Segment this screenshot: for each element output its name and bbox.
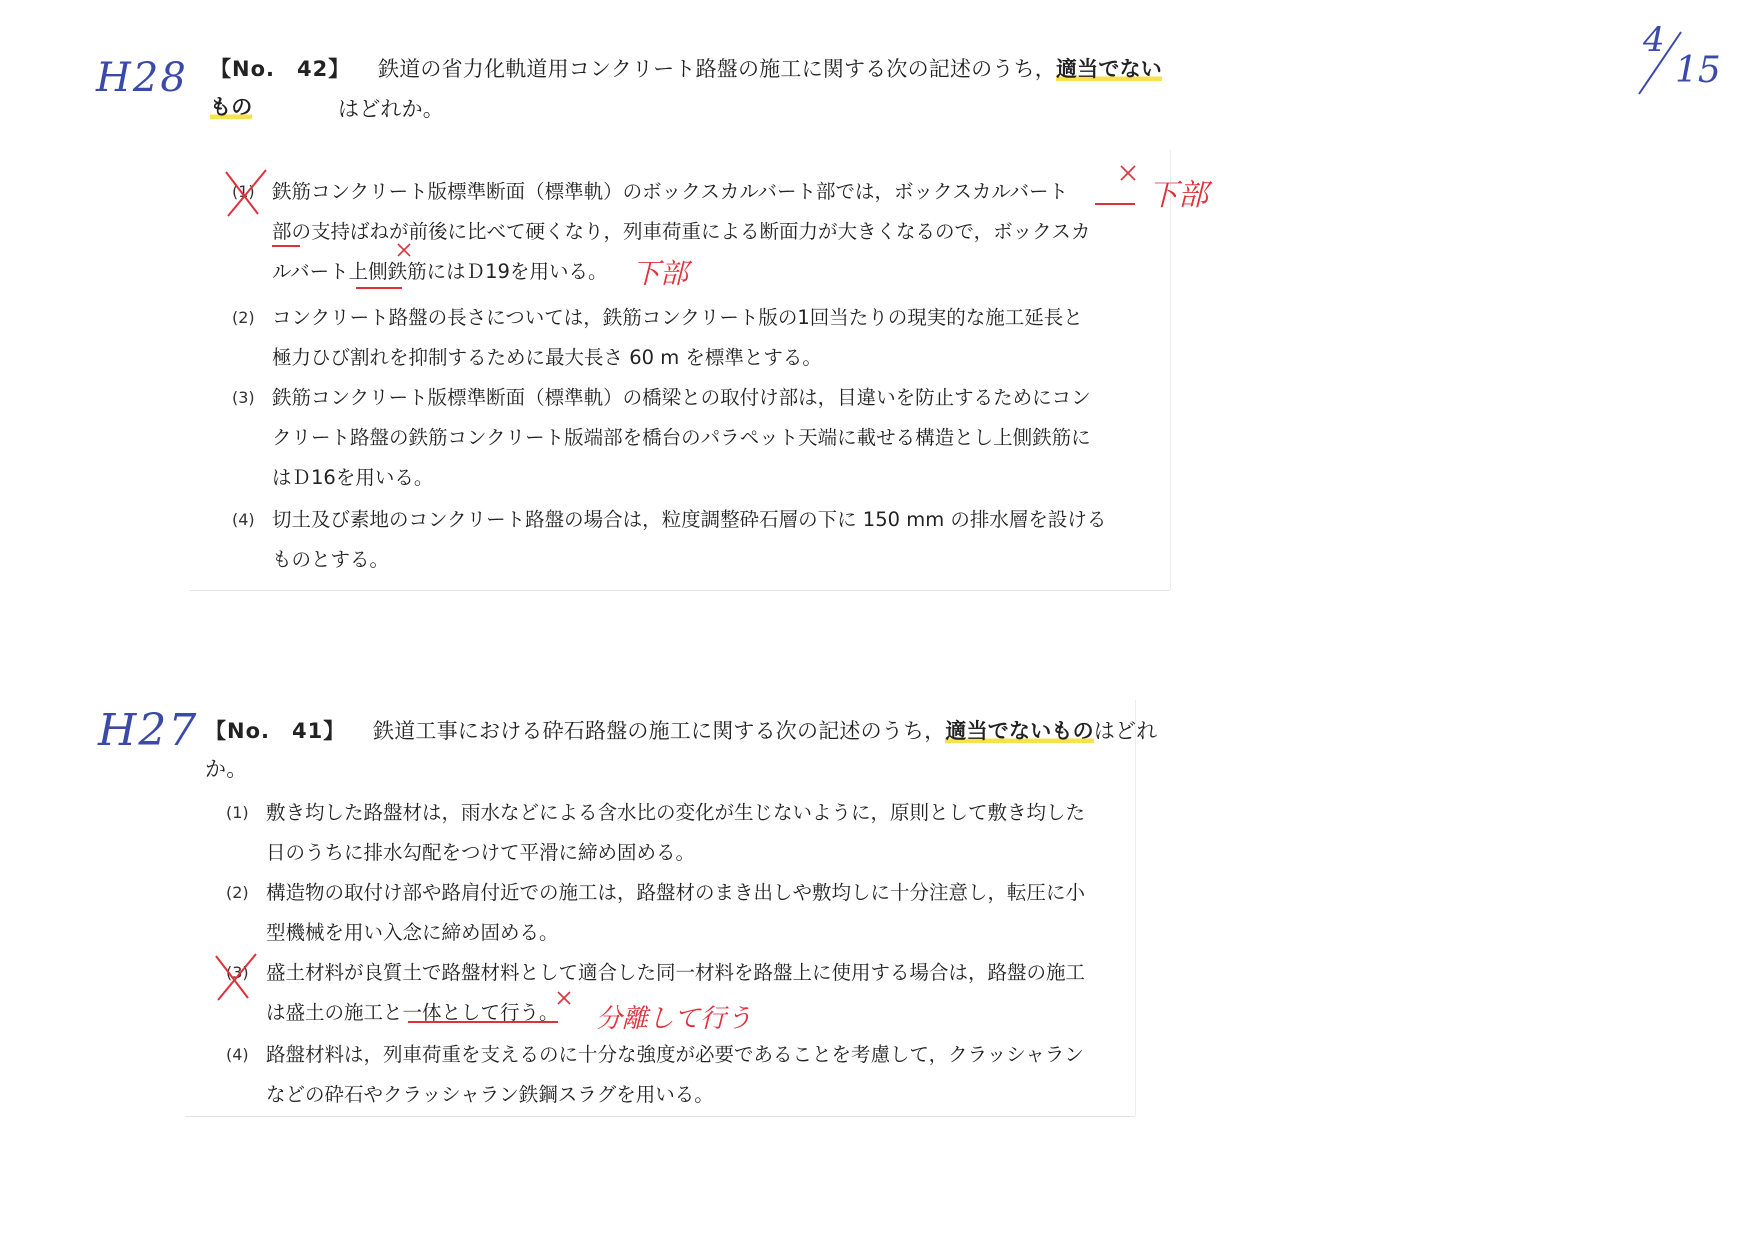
stem-highlight: 適当でないもの (945, 719, 1094, 743)
choice-line: 部の支持ばねが前後に比べて硬くなり，列車荷重による断面力が大きくなるので，ボックスカ (272, 220, 1091, 243)
choice-line: コンクリート路盤の長さについては，鉄筋コンクリート版の1回当たりの現実的な施工延長と (272, 306, 1083, 329)
question-41-header (205, 712, 1165, 788)
choice-line: 極力ひび割れを抑制するために最大長さ 60 m を標準とする。 (272, 346, 822, 369)
correction-note: 下部 (1148, 178, 1208, 213)
choice-line: 日のうちに排水勾配をつけて平滑に締め固める。 (266, 841, 696, 864)
choice-line: 型機械を用い入念に締め固める。 (266, 921, 559, 944)
choice-number: (4) (226, 1045, 249, 1064)
year-label-h28: H28 (96, 55, 188, 101)
choice-line: などの砕石やクラッシャラン鉄鋼スラグを用いる。 (266, 1083, 714, 1106)
question-stem: 鉄道工事における砕石路盤の施工に関する次の記述のうち， (373, 719, 946, 743)
choice-line: 切土及び素地のコンクリート路盤の場合は，粒度調整砕石層の下に 150 mm の排水層を設ける (272, 508, 1107, 531)
choice-line: 鉄筋コンクリート版標準断面（標準軌）の橋梁との取付け部は，目違いを防止するためにコン (272, 386, 1091, 409)
page-counter (1625, 20, 1735, 100)
choice-line: 構造物の取付け部や路肩付近での施工は，路盤材のまき出しや敷均しに十分注意し，転圧に小 (266, 881, 1086, 904)
question-stem-end: はどれか。 (205, 719, 1158, 781)
choice-line: 盛土材料が良質土で路盤材料として適合した同一材料を路盤上に使用する場合は，路盤の施工 (266, 961, 1086, 984)
choice-number: (1) (226, 803, 249, 822)
correction-note: 下部 (632, 257, 689, 290)
choice-line: は盛土の施工と一体として行う。 (266, 1001, 559, 1024)
question-42-header-cont (338, 90, 444, 128)
question-stem: 鉄道の省力化軌道用コンクリート路盤の施工に関する次の記述のうち， (378, 57, 1056, 81)
divider (185, 1116, 1135, 1117)
choice-number: (2) (232, 308, 255, 327)
question-number: 【No. 42】 (210, 57, 351, 81)
wrong-mark-icon (212, 952, 262, 1002)
question-number: 【No. 41】 (205, 719, 346, 743)
choice-number: (3) (226, 963, 249, 982)
choice-number: (3) (232, 388, 255, 407)
choice-number: (2) (226, 883, 249, 902)
divider (190, 590, 1170, 591)
choice-line: ものとする。 (272, 548, 390, 571)
choice-number: (4) (232, 510, 255, 529)
year-label-h27: H27 (98, 705, 199, 756)
choice-line: はＤ16を用いる。 (272, 466, 434, 489)
page-counter-numerator: 4 (1643, 20, 1665, 60)
choice-line: ルバート上側鉄筋にはＤ19を用いる。 (272, 260, 608, 283)
choice-line: 路盤材料は，列車荷重を支えるのに十分な強度が必要であることを考慮して，クラッシャラン (266, 1043, 1084, 1066)
correction-note: 分離して行う (596, 1004, 753, 1034)
correction-underline (272, 240, 332, 260)
correction-underline (352, 242, 472, 302)
choice-line: クリート路盤の鉄筋コンクリート版端部を橋台のパラペット天端に載せる構造とし上側鉄筋に (272, 426, 1091, 449)
choice-line: 敷き均した路盤材は，雨水などによる含水比の変化が生じないように，原則として敷き均した (266, 801, 1086, 824)
question-stem-end: はどれか。 (338, 97, 444, 121)
choice-number: (1) (232, 182, 255, 201)
choice-line: 鉄筋コンクリート版標準断面（標準軌）のボックスカルバート部では，ボックスカルバート (272, 180, 1068, 203)
wrong-mark-icon (222, 168, 272, 218)
stem-highlight: 適当でないもの (210, 57, 1162, 119)
page-counter-denominator: 15 (1675, 50, 1721, 91)
